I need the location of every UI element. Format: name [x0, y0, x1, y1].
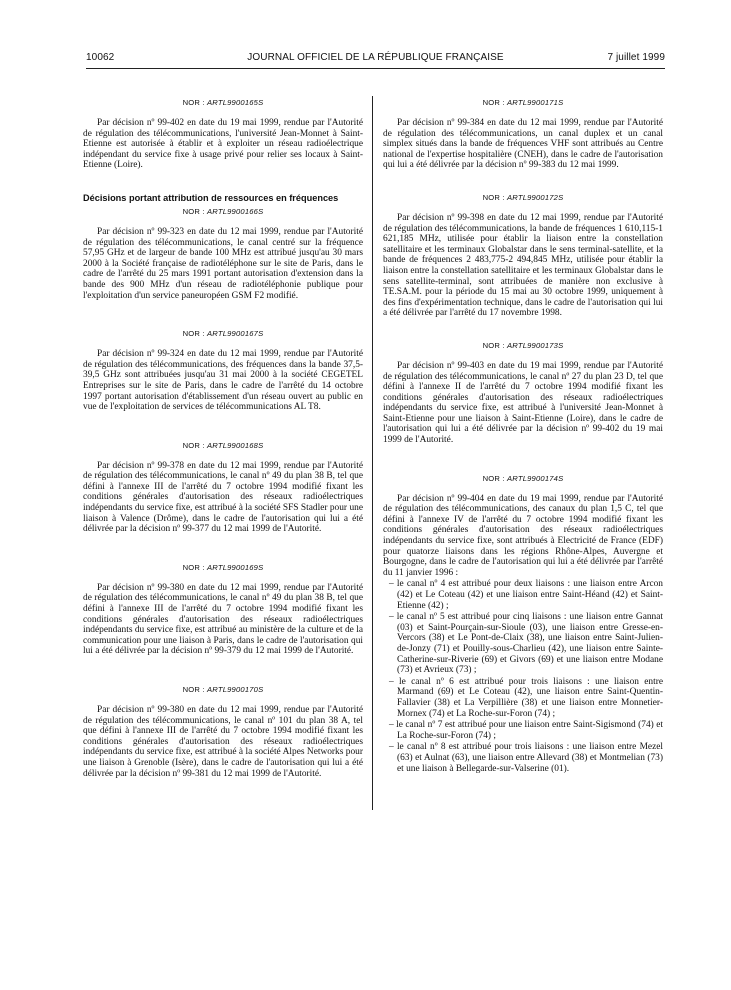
decision-paragraph: Par décision nº 99-398 en date du 12 mai 1999, rendue par l'Autorité de régulation des télécommunications, la bande de fréquences 1 610,115-1 621,185 MHz, utilisée pour établir la liaison entre la constellation satellitaire et les terminaux Globalstar dans le sens terminal-satellite, et la bande de fréquences 2 483,775-2 494,845 MHz, utilisée pour établir la liaison entre la constellation satellitaire et les terminaux Globalstar dans le sens satellite-terminal, sont attribuées de manière non exclusive à TE.SA.M. pour la période du 15 mai au 30 octobre 1999, uniquement à des fins d'expérimentation technique, dans le cadre de l'autorisation qui lui a été délivrée par l'arrêté du 17 novembre 1998. [383, 212, 663, 319]
left-column [83, 98, 363, 779]
list-item: – le canal nº 8 est attribué pour trois liaisons : une liaison entre Mezel (63) et Aulnat (63), une liaison entre Allevard (38) et Montmelian (73) et une liaison à Bellegarde-sur-Valserine (01). [389, 742, 663, 774]
right-column [383, 98, 663, 775]
decision-paragraph: Par décision nº 99-380 en date du 12 mai 1999, rendue par l'Autorité de régulation des télécommunications, le canal nº 49 du plan 38 B, tel que défini à l'annexe III de l'arrêté du 7 octobre 1994 modifié fixant les conditions générales d'autorisation des réseaux radioélectriques indépendants du service fixe, est attribué au ministère de la culture et de la communication pour une liaison à Paris, dans le cadre de l'autorisation qui lui a été délivrée par la décision nº 99-379 du 12 mai 1999 de l'Autorité. [83, 582, 363, 657]
channel-list [383, 579, 663, 774]
page-header [86, 52, 665, 68]
nor-reference: NOR : ARTL9900170S [182, 685, 264, 694]
nor-reference: NOR : ARTL9900171S [482, 98, 564, 107]
decision-paragraph: Par décision nº 99-380 en date du 12 mai 1999, rendue par l'Autorité de régulation des télécommunications, le canal nº 101 du plan 38 A, tel que défini à l'annexe III de l'arrêté du 7 octobre 1994 modifié fixant les conditions générales d'autorisation des réseaux radioélectriques indépendants du service fixe, est attribué à la société Alpes Networks pour une liaison à Grenoble (Isère), dans le cadre de l'autorisation qui lui a été délivrée par la décision nº 99-381 du 12 mai 1999 de l'Autorité. [83, 705, 363, 779]
decision-paragraph: Par décision nº 99-403 en date du 19 mai 1999, rendue par l'Autorité de régulation des télécommunications, le canal nº 27 du plan 23 D, tel que défini à l'annexe II de l'arrêté du 7 octobre 1994 modifié fixant les conditions générales d'autorisation des réseaux radioélectriques indépendants du service fixe, est attribué à l'université Jean-Monnet à Saint-Etienne pour une liaison à Saint-Etienne (Loire), dans le cadre de l'autorisation qui lui a été délivrée par la décision nº 99-402 du 19 mai 1999 de l'Autorité. [383, 360, 663, 446]
nor-reference: NOR : ARTL9900169S [182, 562, 264, 572]
nor-reference: NOR : ARTL9900168S [182, 440, 264, 450]
decision-paragraph: Par décision nº 99-378 en date du 12 mai 1999, rendue par l'Autorité de régulation des télécommunications, le canal nº 49 du plan 38 B, tel que défini à l'annexe III de l'arrêté du 7 octobre 1994 modifié fixant les conditions générales d'autorisation des réseaux radioélectriques indépendants du service fixe, est attribué à la société SFS Stadler pour une liaison à Valence (Drôme), dans le cadre de l'autorisation qui lui a été délivrée par la décision nº 99-377 du 12 mai 1999 de l'Autorité. [83, 460, 363, 535]
list-item: – le canal nº 6 est attribué pour trois liaisons : une liaison entre Marmand (69) et Le Coteau (42), une liaison entre Saint-Quentin-Fallavier (38) et La Verpillière (38) et une liaison entre Monnetier-Mornex (74) et La Roche-sur-Foron (74) ; [389, 676, 663, 719]
section-heading: Décisions portant attribution de ressources en fréquences [83, 192, 339, 203]
column-divider [372, 96, 373, 810]
issue-date: 7 juillet 1999 [607, 52, 665, 63]
decision-paragraph: Par décision nº 99-384 en date du 12 mai 1999, rendue par l'Autorité de régulation des télécommunications, un canal duplex et un canal simplex situés dans la bande de fréquences VHF sont attribués au Centre national de l'expertise hospitalière (CNEH), dans le cadre de l'autorisation qui lui a été délivrée par la décision nº 99-383 du 12 mai 1999. [383, 118, 663, 171]
list-item: – le canal nº 4 est attribué pour deux liaisons : une liaison entre Arcon (42) et Le Coteau (42) et une liaison entre Saint-Héand (42) et Saint-Etienne (42) ; [389, 579, 663, 611]
decision-paragraph: Par décision nº 99-323 en date du 12 mai 1999, rendue par l'Autorité de régulation des télécommunications, le canal centré sur la fréquence 57,95 GHz et de largeur de bande 100 MHz est attribué jusqu'au 30 mars 2000 à la Société française de radiotéléphone sur le site de Paris, dans le cadre de l'arrêté du 25 mars 1991 portant autorisation d'extension dans la bande des 900 MHz d'un réseau de radiotéléphonie publique pour l'exploitation d'un service paneuropéen GSM F2 modifié. [83, 226, 363, 301]
nor-reference: NOR : ARTL9900166S [182, 206, 264, 216]
header-rule [86, 68, 665, 69]
journal-title: JOURNAL OFFICIEL DE LA RÉPUBLIQUE FRANÇAISE [247, 52, 504, 63]
decision-paragraph: Par décision nº 99-402 en date du 19 mai 1999, rendue par l'Autorité de régulation des télécommunications, l'université Jean-Monnet à Saint-Etienne est autorisée à établir et à exploiter un réseau radioélectrique indépendant du service fixe à usage privé pour relier ses locaux à Saint-Etienne (Loire). [83, 118, 363, 171]
nor-reference: NOR : ARTL9900167S [182, 329, 264, 339]
nor-reference: NOR : ARTL9900172S [482, 192, 564, 202]
page-number: 10062 [86, 52, 115, 63]
decision-paragraph: Par décision nº 99-324 en date du 12 mai 1999, rendue par l'Autorité de régulation des télécommunications, des fréquences dans la bande 37,5-39,5 GHz sont attribuées jusqu'au 31 mai 2000 à la société CEGETEL Entreprises sur le site de Paris, dans le cadre de l'arrêté du 14 octobre 1997 portant autorisation d'établissement d'un réseau ouvert au public en vue de l'exploitation de services de télécommunications AL T8. [83, 349, 363, 413]
nor-reference: NOR : ARTL9900165S [182, 98, 264, 107]
nor-reference: NOR : ARTL9900174S [482, 473, 564, 483]
list-item: – le canal nº 7 est attribué pour une liaison entre Saint-Sigismond (74) et La Roche-sur-Foron (74) ; [389, 720, 663, 741]
decision-paragraph: Par décision nº 99-404 en date du 19 mai 1999, rendue par l'Autorité de régulation des télécommunications, des canaux du plan 1,5 C, tel que défini à l'annexe IV de l'arrêté du 7 octobre 1994 modifié fixant les conditions générales d'autorisation des réseaux radioélectriques indépendants du service fixe, sont attribués à Electricité de France (EDF) pour quatorze liaisons dans les régions Rhône-Alpes, Auvergne et Bourgogne, dans le cadre de l'autorisation qui lui a été délivrée par l'arrêté du 11 janvier 1996 : [383, 493, 663, 578]
nor-reference: NOR : ARTL9900173S [482, 340, 564, 350]
list-item: – le canal nº 5 est attribué pour cinq liaisons : une liaison entre Gannat (03) et Saint-Pourçain-sur-Sioule (03), une liaison entre Gresse-en-Vercors (38) et Le Pont-de-Claix (38), une liaison entre Saint-Julien-de-Jonzy (71) et Pouilly-sous-Charlieu (42), une liaison entre Sainte-Catherine-sur-Riverie (69) et Givors (69) et une liaison entre Modane (73) et Avrieux (73) ; [389, 612, 663, 676]
